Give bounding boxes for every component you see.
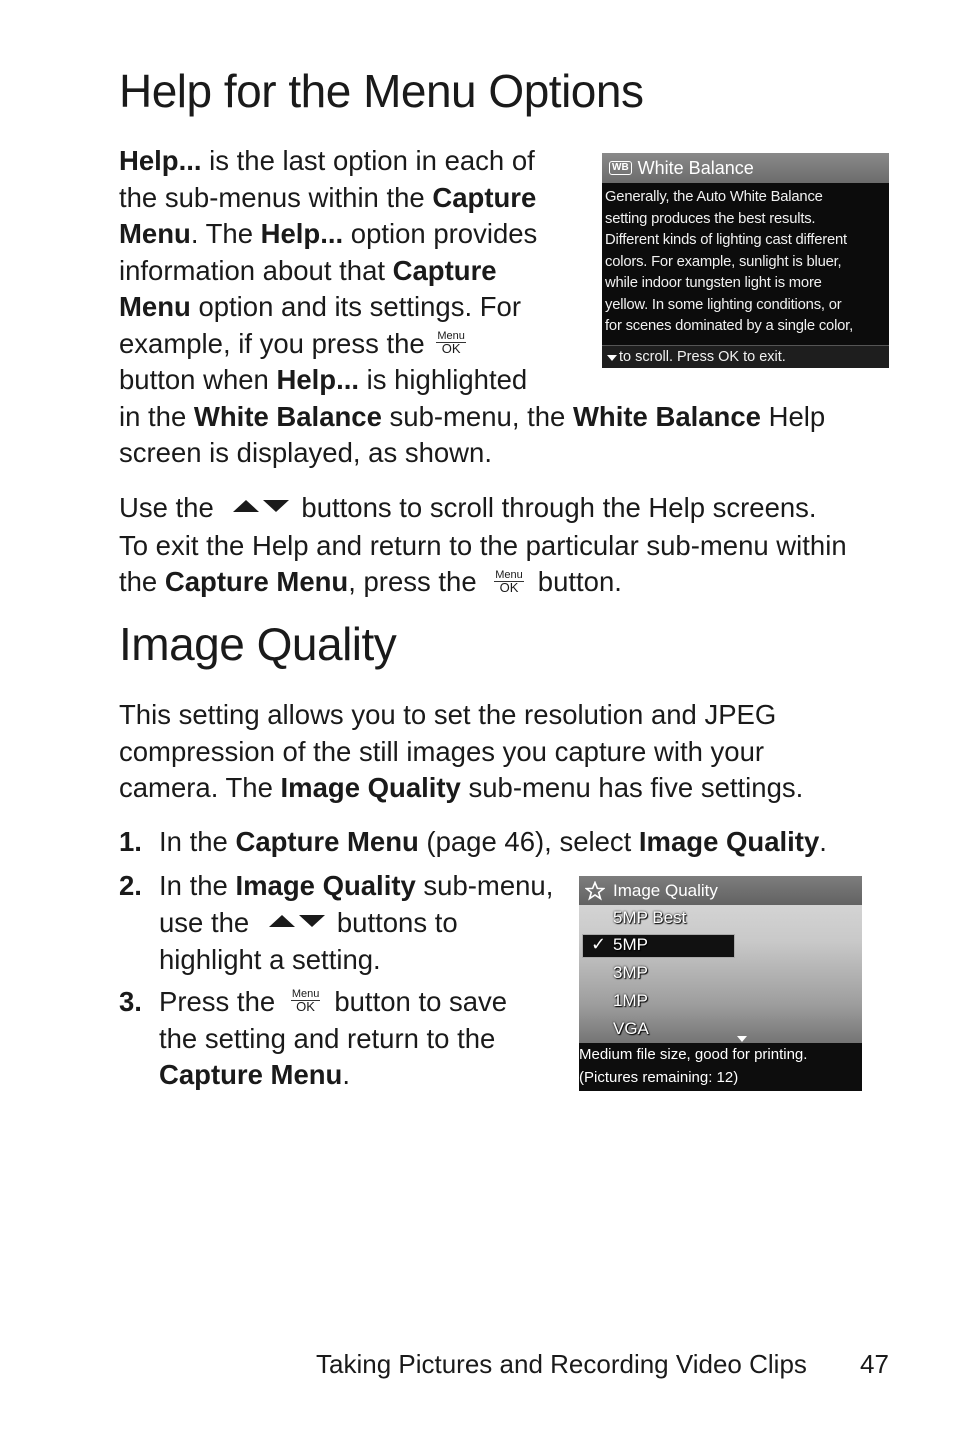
help-screen-body <box>602 183 889 338</box>
help-screen-footer <box>602 345 889 368</box>
quality-screen-title: Image Quality <box>613 880 718 900</box>
menu-ok-button-icon: Menu OK <box>495 568 523 595</box>
running-footer-title: Taking Pictures and Recording Video Clips <box>316 1349 807 1379</box>
up-down-arrows-icon <box>267 903 327 940</box>
help-line: while indoor tungsten light is more <box>605 275 822 291</box>
help-screen-footer-text: to scroll. Press OK to exit. <box>619 349 786 365</box>
white-balance-icon: WB <box>609 161 632 175</box>
section-title-help: Help for the Menu Options <box>119 65 644 117</box>
step-1: 1. In the Capture Menu (page 46), select Image Quality. <box>119 826 827 857</box>
help-screen-title: White Balance <box>637 157 754 178</box>
menu-ok-button-icon: Menu OK <box>291 988 320 1015</box>
help-line: colors. For example, sunlight is bluer, <box>605 253 842 270</box>
quality-description: Medium file size, good for printing. <box>579 1046 808 1063</box>
help-line: Different kinds of lighting cast different <box>605 232 847 248</box>
help-screen-title-bar <box>602 153 889 183</box>
quality-screen-title-bar <box>579 876 862 905</box>
white-balance-help-screenshot <box>602 153 889 368</box>
quality-option: 5MP Best <box>613 908 687 927</box>
quality-option: VGA <box>613 1019 649 1038</box>
pictures-remaining: (Pictures remaining: 12) <box>579 1068 739 1086</box>
quality-option-selected: 5MP <box>613 935 648 954</box>
more-below-icon <box>736 1034 748 1043</box>
up-down-arrows-icon <box>231 488 291 525</box>
help-line: yellow. In some lighting conditions, or <box>605 296 842 313</box>
star-icon <box>585 881 605 901</box>
quality-option: 3MP <box>613 963 648 982</box>
checkmark-icon: ✓ <box>591 934 607 954</box>
menu-ok-button-icon: Menu OK <box>437 329 465 356</box>
image-quality-menu-screenshot <box>579 876 862 1091</box>
page-number: 47 <box>860 1349 889 1379</box>
help-line: Generally, the Auto White Balance <box>605 189 823 205</box>
quality-screen-footer <box>579 1043 862 1091</box>
section-title-image-quality: Image Quality <box>119 618 397 670</box>
quality-option: 1MP <box>613 991 648 1010</box>
help-scroll-paragraph: Use the buttons to scroll through the Help screens. To exit the Help and return to the particular sub-menu within the Capture Menu, press the Menu OK button. <box>119 490 899 601</box>
step-3: 3. Press the Menu OK button to save the setting and return to the Capture Menu. <box>119 986 508 1090</box>
step-2: 2. In the Image Quality sub-menu, use the buttons to highlight a setting. <box>119 870 554 976</box>
scroll-down-icon <box>605 351 619 363</box>
help-line: for scenes dominated by a single color, <box>605 318 854 334</box>
image-quality-intro-paragraph: This setting allows you to set the resolution and JPEG compression of the still images you capture with your camera. The Image Quality sub-menu has five settings. <box>119 699 804 803</box>
help-intro-paragraph: Help... is the last option in each of the sub-menus within the Capture Menu. The Help... option provides information about that Capture Menu option and its settings. For example, if you press the Menu OK button when Help... is highlighted in the White Balance sub-menu, the White Balance Help screen is displayed, as shown. <box>119 145 826 468</box>
help-line: setting produces the best results. <box>605 210 816 227</box>
